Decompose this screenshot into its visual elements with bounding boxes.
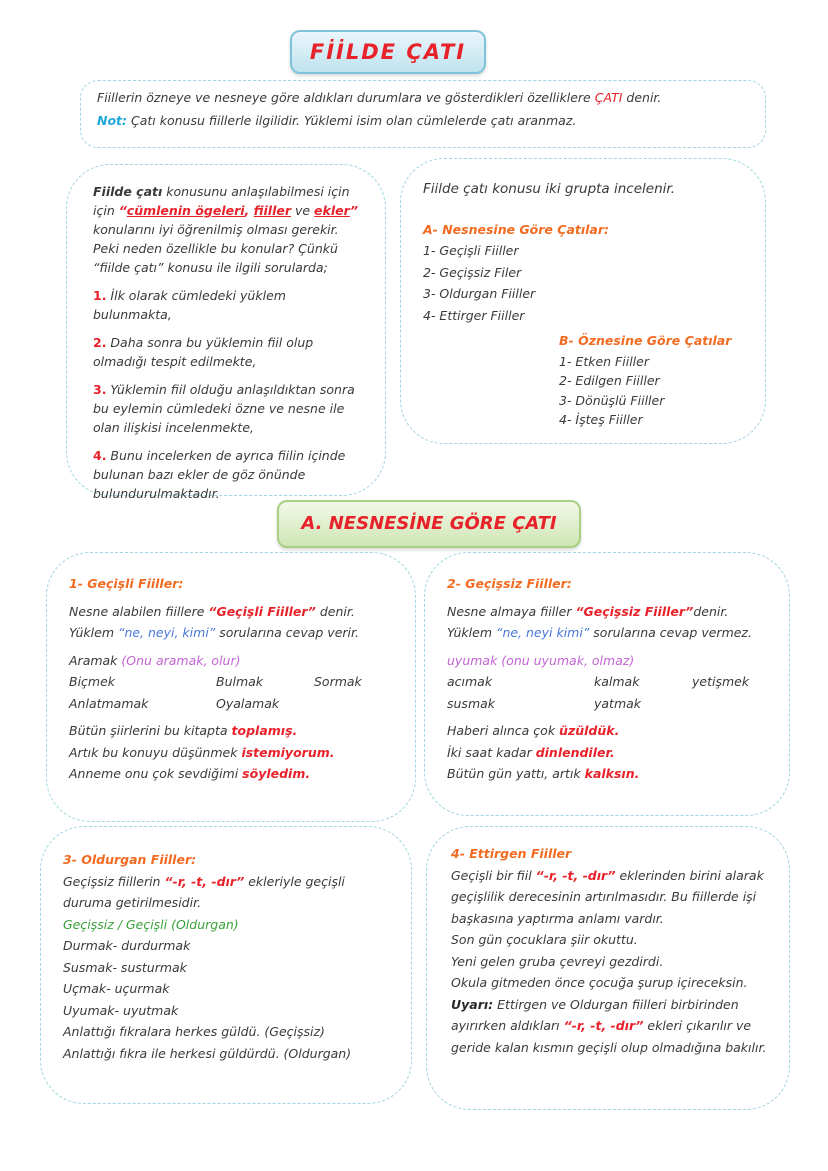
- example-sentence: [447, 763, 771, 785]
- question-end: sorularına cevap vermez.: [589, 625, 752, 640]
- sentence-verb: istemiyorum.: [241, 744, 335, 760]
- topic-sentence-elements: cümlenin ögeleri: [126, 203, 245, 218]
- question-end: sorularına cevap verir.: [215, 625, 359, 640]
- word: Sormak: [314, 674, 362, 689]
- example-sentence: Anlattığı fıkralara herkes güldü. (Geçişsiz): [63, 1024, 325, 1039]
- factitive-title: 4- Ettirgen Fiiller: [451, 846, 572, 861]
- step-text: Yüklemin fiil olduğu anlaşıldıktan sonra bu eylemin cümledeki özne ve nesne ile olan ilişkisi incelenmekte,: [93, 382, 355, 435]
- group-b-title: B- Öznesine Göre Çatılar: [559, 333, 732, 348]
- explanation-intro: [93, 182, 363, 277]
- explanation-text-a: konusunu anlaşılabilmesi için için: [93, 184, 350, 218]
- verb-pair: Durmak- durdurmak: [63, 938, 191, 953]
- verb-pair: Susmak- susturmak: [63, 959, 187, 975]
- example-sentence: [69, 763, 397, 785]
- word-row: [447, 671, 771, 693]
- example-sentence: Son gün çocuklara şiir okuttu.: [451, 932, 638, 947]
- group-b-item: 1- Etken Fiiller: [559, 353, 649, 369]
- groups-box: [400, 158, 766, 444]
- group-b-item: 3- Dönüşlü Fiiller: [559, 392, 665, 408]
- warning-label: Uyarı:: [451, 996, 494, 1012]
- example-word: Aramak: [69, 652, 118, 668]
- factitive-box: [426, 826, 790, 1110]
- groups-intro: Fiilde çatı konusu iki grupta incelenir.: [423, 181, 675, 197]
- explanation-bold: Fiilde çatı: [93, 184, 163, 199]
- word: yatmak: [594, 695, 642, 711]
- sentence-verb: söyledim.: [242, 766, 311, 781]
- intransitive-box: [424, 552, 790, 816]
- causative-def: [63, 871, 397, 914]
- word-row: [69, 693, 397, 715]
- transitive-def: [69, 601, 397, 623]
- intransitive-def: [447, 601, 771, 623]
- group-a-title: A- Nesnesine Göre Çatılar:: [423, 221, 610, 237]
- example-note: (Onu aramak, olur): [117, 652, 241, 668]
- causative-box: [40, 826, 412, 1104]
- transitive-question: [69, 622, 397, 644]
- intransitive-example: uyumak (onu uyumak, olmaz): [447, 652, 635, 668]
- step-number: 1.: [93, 288, 107, 303]
- topic-suffixes: ekler: [314, 203, 350, 218]
- sentence-text: Anneme onu çok sevdiğimi: [69, 766, 243, 781]
- sentence-text: Bütün şiirlerini bu kitapta: [69, 723, 232, 738]
- word-row: [69, 671, 397, 693]
- group-a-item: 1- Geçişli Fiiller: [423, 243, 519, 258]
- word: yetişmek: [692, 674, 750, 689]
- definition-term: ÇATI: [594, 90, 623, 105]
- question-term: “ne, neyi, kimi”: [117, 625, 216, 640]
- def-end: denir.: [315, 603, 355, 619]
- question-text: Yüklem: [69, 625, 118, 640]
- group-b-item: 4- İşteş Fiiller: [559, 412, 643, 427]
- transitive-example: [69, 650, 397, 672]
- step-text: Daha sonra bu yüklemin fiil olup olmadığı tespit edilmekte,: [93, 335, 314, 369]
- warning-term: “-r, -t, -dır”: [563, 1018, 644, 1033]
- warning-end: ekleri çıkarılır ve geride kalan kısmın geçişli olup olmadığına bakılır.: [451, 1018, 767, 1055]
- page-title: FİİLDE ÇATI: [290, 30, 486, 74]
- def-term: “-r, -t, -dır”: [535, 867, 616, 883]
- causative-subtitle: Geçişsiz / Geçişli (Oldurgan): [63, 916, 239, 932]
- intro-box: [80, 80, 766, 148]
- def-text: Nesne almaya fiiller: [447, 603, 576, 619]
- factitive-def: [451, 865, 775, 930]
- note-text: Çatı konusu fiillerle ilgilidir. Yüklemi isim olan cümlelerde çatı aranmaz.: [127, 113, 577, 128]
- intransitive-question: [447, 622, 771, 644]
- example-sentence: [69, 720, 397, 742]
- word: Anlatmamak: [69, 695, 149, 711]
- step-number: 3.: [93, 382, 107, 397]
- sentence-verb: üzüldük.: [559, 723, 620, 738]
- note-label: Not:: [97, 113, 128, 128]
- sentence-text: Haberi alınca çok: [447, 723, 560, 738]
- section-title: A. NESNESİNE GÖRE ÇATI: [277, 500, 581, 548]
- sentence-text: Bütün gün yattı, artık: [447, 766, 585, 781]
- def-term: “Geçişli Fiiller”: [208, 603, 316, 619]
- sentence-text: İki saat kadar: [447, 744, 536, 760]
- def-text: Geçişsiz fiillerin: [63, 873, 165, 889]
- warning: [451, 994, 775, 1059]
- sentence-text: Artık bu konuyu düşünmek: [69, 744, 242, 760]
- quote-open: “: [118, 203, 127, 218]
- verb-pair: Uyumak- uyutmak: [63, 1002, 179, 1018]
- example-sentence: Okula gitmeden önce çocuğa şurup içireceksin.: [451, 975, 748, 990]
- def-text: Geçişli bir fiil: [451, 867, 536, 883]
- sentence-verb: kalksın.: [584, 766, 640, 781]
- group-a-item: 4- Ettirger Fiiller: [423, 307, 525, 323]
- sentence-verb: dinlendiler.: [535, 744, 615, 760]
- group-a-item: 2- Geçişsiz Filer: [423, 264, 522, 280]
- verb-pair: Uçmak- uçurmak: [63, 981, 170, 996]
- question-term: “ne, neyi kimi”: [495, 625, 590, 640]
- word: Biçmek: [69, 674, 116, 689]
- word: acımak: [447, 674, 493, 689]
- question-text: Yüklem: [447, 625, 496, 640]
- step-item: [93, 286, 363, 324]
- example-sentence: [447, 742, 771, 764]
- word: susmak: [447, 695, 496, 711]
- definition: [97, 90, 749, 105]
- step-text: İlk olarak cümledeki yüklem bulunmakta,: [93, 288, 286, 322]
- transitive-box: [46, 552, 416, 822]
- warning-text: Ettirgen ve Oldurgan fiilleri birbirinden ayırırken aldıkları: [451, 996, 739, 1033]
- example-sentence: Anlattığı fıkra ile herkesi güldürdü. (Oldurgan): [63, 1045, 352, 1061]
- transitive-title: 1- Geçişli Fiiller:: [69, 576, 184, 591]
- example-sentence: [447, 720, 771, 742]
- word: Oyalamak: [216, 695, 280, 711]
- step-text: Bunu incelerken de ayrıca fiilin içinde bulunan bazı ekler de göz önünde bulundurulmaktadır.: [93, 448, 346, 501]
- def-term: “-r, -t, -dır”: [164, 873, 245, 889]
- step-item: [93, 446, 363, 503]
- def-end: denir.: [693, 603, 729, 619]
- def-term: “Geçişsiz Fiiller”: [575, 603, 694, 619]
- explanation-box: [66, 164, 386, 501]
- intransitive-title: 2- Geçişsiz Fiiller:: [447, 576, 572, 591]
- step-item: [93, 380, 363, 437]
- step-number: 4.: [93, 448, 107, 463]
- topic-and: ve: [291, 203, 315, 218]
- group-b-item: 2- Edilgen Fiiller: [559, 373, 660, 388]
- step-item: [93, 333, 363, 371]
- step-number: 2.: [93, 335, 107, 350]
- example-sentence: Yeni gelen gruba çevreyi gezdirdi.: [451, 953, 664, 969]
- sentence-verb: toplamış.: [231, 723, 298, 738]
- explanation-text-b: konularını iyi öğrenilmiş olması gerekir. Peki neden özellikle bu konular? Çünkü “fiilde çatı” konusu ile ilgili sorularda;: [93, 222, 339, 275]
- group-a-item: 3- Oldurgan Fiiller: [423, 286, 536, 301]
- def-end: eklerinden birini alarak geçişlilik derecesinin artırılmasıdır. Bu fiillerde işi başkasına yaptırma anlamı vardır.: [451, 867, 764, 926]
- group-b: [559, 330, 747, 430]
- topic-verbs: fiiller: [253, 203, 291, 218]
- word: Bulmak: [216, 674, 264, 689]
- def-text: Nesne alabilen fiillere: [69, 603, 209, 619]
- definition-text: Fiillerin özneye ve nesneye göre aldıkları durumlara ve gösterdikleri özelliklere: [97, 90, 595, 105]
- topic-comma: ,: [244, 203, 254, 218]
- word-row: [447, 693, 771, 715]
- quote-close: ”: [350, 203, 359, 218]
- causative-title: 3- Oldurgan Fiiller:: [63, 852, 197, 867]
- note: [97, 113, 749, 128]
- def-end: ekleriyle geçişli duruma getirilmesidir.: [63, 873, 345, 910]
- example-sentence: [69, 742, 397, 764]
- word: kalmak: [594, 674, 640, 689]
- definition-end: denir.: [622, 90, 662, 105]
